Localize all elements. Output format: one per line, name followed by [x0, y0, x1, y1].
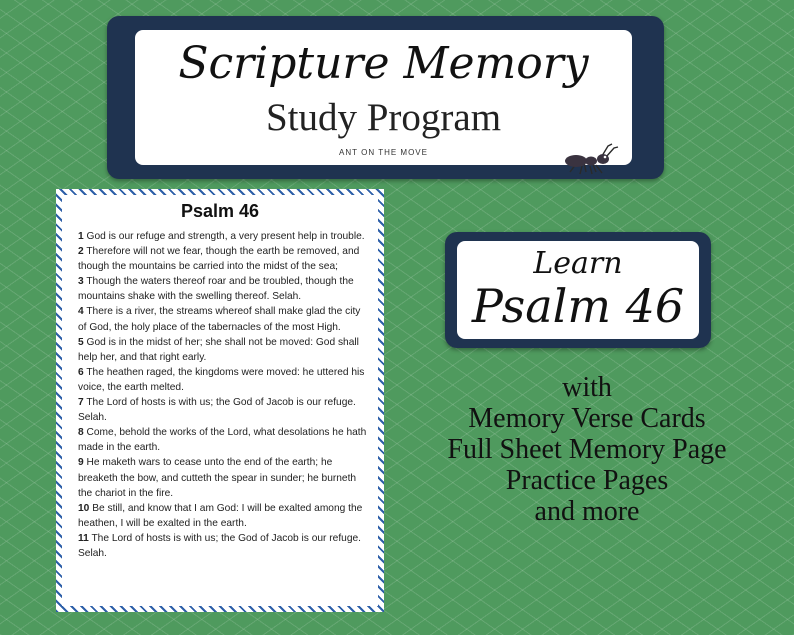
verse-text: The Lord of hosts is with us; the God of Jacob is our refuge. Selah. [78, 532, 361, 559]
verse-text: Though the waters thereof roar and be troubled, though the mountains shake with the swelling thereof. Selah. [78, 276, 354, 303]
verse [78, 425, 368, 455]
verse-number: 3 [78, 276, 84, 288]
title-line-1: Scripture Memory [178, 38, 589, 89]
verse [78, 244, 368, 274]
verse-number: 11 [78, 532, 89, 544]
verse [78, 531, 368, 561]
title-banner [107, 16, 664, 179]
learn-label: Learn [533, 246, 623, 281]
verse-number: 10 [78, 502, 90, 514]
title-line-2: Study Program [265, 96, 502, 139]
ant-icon [562, 142, 626, 176]
verse-number: 9 [78, 457, 84, 469]
verse [78, 274, 368, 304]
verse-text: God is in the midst of her; she shall not be moved: God shall help her, and that right early. [78, 336, 359, 363]
verse-number: 5 [78, 336, 84, 348]
verse-text: God is our refuge and strength, a very present help in trouble. [86, 231, 365, 242]
feature-list [420, 372, 754, 527]
verse-number: 2 [78, 246, 84, 258]
feature-item: and more [534, 496, 640, 527]
verse-text: Be still, and know that I am God: I will be exalted among the heathen, I will be exalted in the earth. [78, 502, 363, 529]
verse-text: Therefore will not we fear, though the earth be removed, and though the mountains be carried into the midst of the sea; [78, 246, 360, 273]
feature-item: Practice Pages [505, 465, 669, 496]
verse-number: 4 [78, 306, 84, 318]
verse [78, 335, 368, 365]
psalm-sheet-page [62, 195, 378, 606]
verse [78, 304, 368, 334]
learn-card [457, 241, 699, 339]
title-card [135, 30, 632, 165]
brand-name: ANT ON THE MOVE [339, 148, 428, 157]
learn-psalm-title: Psalm 46 [471, 279, 685, 333]
verse [78, 455, 368, 500]
verse-text: Come, behold the works of the Lord, what desolations he hath made in the earth. [78, 427, 367, 454]
verse [78, 365, 368, 395]
feature-item: Memory Verse Cards [468, 403, 706, 434]
verse-text: The Lord of hosts is with us; the God of Jacob is our refuge. Selah. [78, 397, 356, 424]
verse-text: He maketh wars to cease unto the end of the earth; he breaketh the bow, and cutteth the spear in sunder; he burneth the chariot in the fire. [78, 457, 357, 499]
learn-banner [445, 232, 711, 348]
verse-text: There is a river, the streams whereof shall make glad the city of God, the holy place of the tabernacles of the most High. [78, 306, 361, 333]
verse [78, 501, 368, 531]
feature-with: with [562, 372, 612, 403]
verse-number: 8 [78, 427, 84, 439]
verse [78, 395, 368, 425]
verse-number: 1 [78, 231, 84, 242]
verse-number: 6 [78, 366, 84, 378]
sheet-title: Psalm 46 [180, 201, 260, 221]
feature-item: Full Sheet Memory Page [447, 434, 727, 465]
psalm-sheet [56, 189, 384, 612]
verse-text: The heathen raged, the kingdoms were moved: he uttered his voice, the earth melted. [78, 366, 365, 393]
verse [78, 229, 368, 244]
verse-list [78, 229, 368, 561]
verse-number: 7 [78, 397, 84, 409]
